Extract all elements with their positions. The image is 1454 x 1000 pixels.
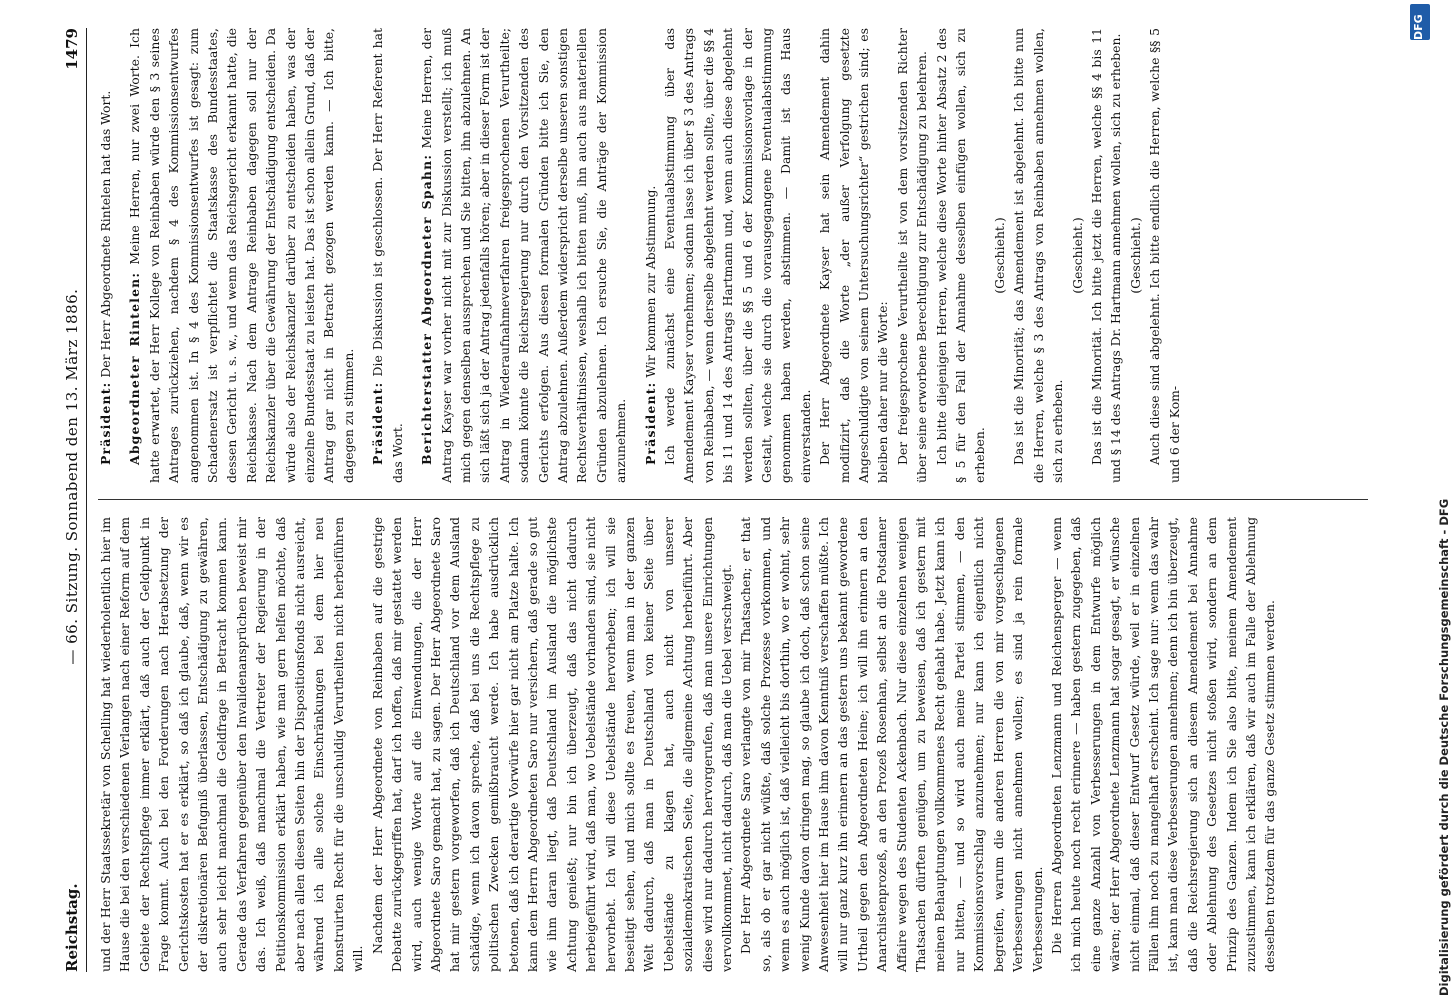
right-paragraph-5 [641, 28, 660, 483]
left-paragraph-3: Der Herr Abgeordnete Saro verlangte von mir Thatsachen; er that so, als ob er gar nicht wüßte, daß solche Prozesse vorkommen, und wenn es auch möglich ist, daß vielleicht bis dorthin, wo er wohnt, sehr wenig Kunde davon dringen mag, so glaube ich doch, daß schon seine Anwesenheit hier im Hause ihm davon Kenntniß verschaffen müßte. Ich will nur ganz kurz ihn erinnern an das gestern uns bekannt gewordene Urtheil gegen den Abgeordneten Heine; ich will ihn erinnern an den Anarchistenprozeß, an den Prozeß Rosenhan, selbst an die Potsdamer Affaire wegen des Studenten Ackenbach. Nur diese einzelnen wenigen Thatsachen dürften genügen, um zu beweisen, daß ich gestern mit meinen Behauptungen vollkommenes Recht gehabt habe. Jetzt kann ich nur bitten, — und so wird auch meine Partei stimmen, — den Kommissionsvorschlag anzunehmen; nur kann ich eigentlich nicht begreifen, warum die anderen Herren die von mir vorgeschlagenen Verbesserungen nicht annehmen wollen; es sind ja rein formale Verbesserungen. [738, 517, 1045, 972]
right-paragraph-11: Das ist die Minorität. Ich bitte jetzt die Herren, welche §§ 4 bis 11 und § 14 des Antrags Dr. Hartmann annehmen wollen, sich zu erheben. [1088, 28, 1124, 483]
dfg-logo-icon [1410, 4, 1430, 40]
left-column [96, 517, 1376, 972]
header-publication: Reichstag. [63, 883, 81, 972]
speaker-label: Präsident: [98, 381, 113, 465]
action-note-2: (Geschieht.) [1069, 217, 1085, 294]
right-paragraph-1 [96, 28, 115, 483]
right-paragraph-9: Ich bitte diejenigen Herren, welche diese Worte hinter Absatz 2 des § 5 für den Fall der Annahme desselben einfügen wollen, sich zu erheben. [933, 28, 988, 483]
right-paragraph-10: Das ist die Minorität; das Amendement ist abgelehnt. Ich bitte nun die Herren, welche § 3 des Antrags von Reinbaben annehmen wollen, sich zu erheben. [1011, 28, 1066, 483]
dfg-margin [1408, 0, 1451, 1000]
left-paragraph-4: Die Herren Abgeordneten Lenzmann und Reichensperger — wenn ich mich heute noch recht erinnere — haben gestern zugegeben, daß eine ganze Anzahl von Verbesserungen in dem Entwurfe möglich wären; der Herr Abgeordnete Lenzmann hat sogar gesagt, er wünsche nicht einmal, daß dieser Entwurf Gesetz würde, weil er in einzelnen Fällen ihm noch zu mangelhaft erscheint. Ich sage nur: wenn das wahr ist, kann man diese Verbesserungen annehmen; denn ich bin überzeugt, daß die Reichsregierung sich an diesem Amendement bei Annahme oder Ablehnung des Gesetzes nicht stoßen wird, sondern an dem Prinzip des Ganzen. Indem ich Sie also bitte, meinem Amendement zuzustimmen, kann ich erklären, daß wir auch im Falle der Ablehnung desselben trotzdem für das ganze Gesetz stimmen werden. [1048, 517, 1278, 972]
speech-text: Meine Herren, der Antrag Kayser war vorher nicht mit zur Diskussion verstellt; ich muß mich gegen denselben aussprechen und Sie bitten, ihn abzulehnen. An sich läßt sich ja der Antrag jedenfalls hören; aber in dieser Form ist der Antrag in Wiederaufnahmeverfahren freigesprochenen Verurtheilte; sodann könnte die Reichsregierung nur durch den Vorsitzenden des Gerichts erfolgen. Aus diesen formalen Gründen bitte ich Sie, den Antrag abzulehnen. Außerdem widerspricht derselbe unseren sonstigen Rechtsverhältnissen, weshalb ich bitten muß, ihn auch aus materiellen Gründen abzulehnen. Ich ersuche Sie, die Anträge der Kommission anzunehmen. [419, 28, 629, 483]
speech-text: Der Herr Abgeordnete Rintelen hat das Wort. [98, 90, 113, 378]
dfg-funding-note: Digitalisierung gefördert durch die Deutsche Forschungsgemeinschaft - DFG [1437, 498, 1451, 996]
speech-text: Wir kommen zur Abstimmung. [642, 185, 658, 378]
right-paragraph-6: Ich werde zunächst eine Eventualabstimmung über das Amendement Kayser vornehmen; sodann lasse ich über § 3 des Antrags von Reinbaben, — wenn derselbe abgelehnt werden sollte, über die §§ 4 bis 11 und 14 des Antrags Hartmann und, wenn auch diese abgelehnt werden sollten, über die §§ 5 und 6 der Kommissionsvorlage in der Gestalt, welche sie durch die vorausgegangene Eventualabstimmung genommen haben werden, abstimmen. — Damit ist das Haus einverstanden. [661, 28, 813, 483]
dfg-logo-text: DFG [1412, 14, 1425, 40]
left-paragraph-1: und der Herr Staatssekretär von Schelling hat wiederholentlich hier im Hause die bei den verschiedenen Verlangen nach einer Reform auf dem Gebiete der Rechtspflege immer erklärt, daß auch der Geldpunkt in Frage kommt. Auch bei den Forderungen nach Herabsetzung der Gerichtskosten hat er es erklärt, so daß ich glaube, daß, wenn wir es der diskretionären Befugniß überlassen, Entschädigung zu gewähren, auch sehr leicht manchmal die Geldfrage in Betracht kommen kann. Gerade das Verfahren gegenüber den Invalidenansprüchen beweist mir das. Ich weiß, daß manchmal die Vertreter der Regierung in der Petitionskommission erklärt haben, wie man gern helfen möchte, daß aber nach allen diesen Seiten hin der Dispositionsfonds nicht ausreicht, während ich alle solche Einschränkungen bei dem hier neu konstruirten Recht für die unschuldig Verurtheilten nicht herbeiführen will. [98, 517, 366, 972]
speaker-label: Präsident: [370, 381, 386, 465]
left-paragraph-2: Nachdem der Herr Abgeordnete von Reinbaben auf die gestrige Debatte zurückgegriffen hat, darf ich hoffen, daß mir gestattet werden wird, auch wenige Worte auf die Einwendungen, die der Herr Abgeordnete Saro gemacht hat, zu sagen. Der Herr Abgeordnete Saro hat mir gestern vorgeworfen, daß ich Deutschland vor dem Ausland schädige, wenn ich davon spreche, daß bei uns die Rechtspflege zu politischen Zwecken gemißbraucht werde. Ich habe ausdrücklich betonen, daß ich derartige Vorwürfe hier gar nicht am Platze halte. Ich kann dem Herrn Abgeordneten Saro nur versichern, daß gerade so gut wie ihm daran liegt, daß Deutschland im Ausland die möglichste Achtung genießt; nur bin ich überzeugt, daß das nicht dadurch herbeigeführt wird, daß man, wo Uebelstände vorhanden sind, sie nicht hervorhebt. Ich will diese Uebelstände hervorheben; ich will sie beseitigt sehen, und mich sollte es freuen, wenn man in der ganzen Welt dadurch, daß man in Deutschland von keiner Seite über Uebelstände zu klagen hat, auch nicht von unserer sozialdemokratischen Seite, die allgemeine Achtung herbeiführt. Aber diese wird nur dadurch hervorgerufen, daß man unsere Einrichtungen vervollkommnet, nicht dadurch, daß man die Uebel verschweigt. [369, 517, 734, 972]
column-divider [98, 499, 1368, 500]
speaker-label: Abgeordneter Rintelen: [127, 271, 143, 465]
right-column [96, 28, 1376, 483]
page-content-rotated [58, 28, 1388, 972]
right-paragraph-4 [417, 28, 630, 483]
right-paragraph-7: Der Herr Abgeordnete Kayser hat sein Amendement dahin modifizirt, daß die Worte „der außer Verfolgung gesetzte Angeschuldigte von seinem Untersuchungsrichter“ gestrichen sind; es bleiben daher nur die Worte: [817, 28, 891, 483]
page-header [58, 28, 87, 972]
action-note-1: (Geschieht.) [991, 217, 1007, 294]
speaker-label: Berichterstatter Abgeordneter Spahn: [419, 153, 435, 465]
right-paragraph-2 [125, 28, 358, 483]
right-paragraph-12: Auch diese sind abgelehnt. Ich bitte endlich die Herren, welche §§ 5 und 6 der Kom- [1147, 28, 1182, 483]
speech-text: Die Diskussion ist geschlossen. Der Herr Referent hat das Wort. [370, 28, 405, 483]
header-page-number: 1479 [63, 28, 81, 70]
right-paragraph-8: Der freigesprochene Verurtheilte ist von dem vorsitzenden Richter über seine erworbene Berechtigung zur Entschädigung zu belehren. [894, 28, 930, 483]
speaker-label: Präsident: [642, 381, 658, 465]
speech-text: Meine Herren, nur zwei Worte. Ich hatte erwartet, der Herr Kollege von Reinbaben würde den § 3 seines Antrages zurückziehen, nachdem § 4 des Kommissionsentwurfes angenommen ist. In § 4 des Kommissionsentwurfes ist gesagt: zum Schadenersatz ist verpflichtet die Staatskasse des Bundesstaates, dessen Gericht u. s. w., und wenn das Reichsgericht erkannt hatte, die Reichskasse. Nach dem Antrage Reinbaben dagegen soll nur der Reichskanzler über die Gewährung der Entschädigung entscheiden. Da würde also der Reichskanzler darüber zu entscheiden haben, was der einzelne Bundesstaat zu leisten hat. Das ist schon allein Grund, daß der Antrag gar nicht in Betracht gezogen werden kann. — Ich bitte, dagegen zu stimmen. [127, 28, 356, 483]
action-note-3: (Geschieht.) [1127, 217, 1143, 294]
header-session-date: — 66. Sitzung. Sonnabend den 13. März 1886. [63, 288, 81, 665]
right-paragraph-3 [368, 28, 407, 483]
